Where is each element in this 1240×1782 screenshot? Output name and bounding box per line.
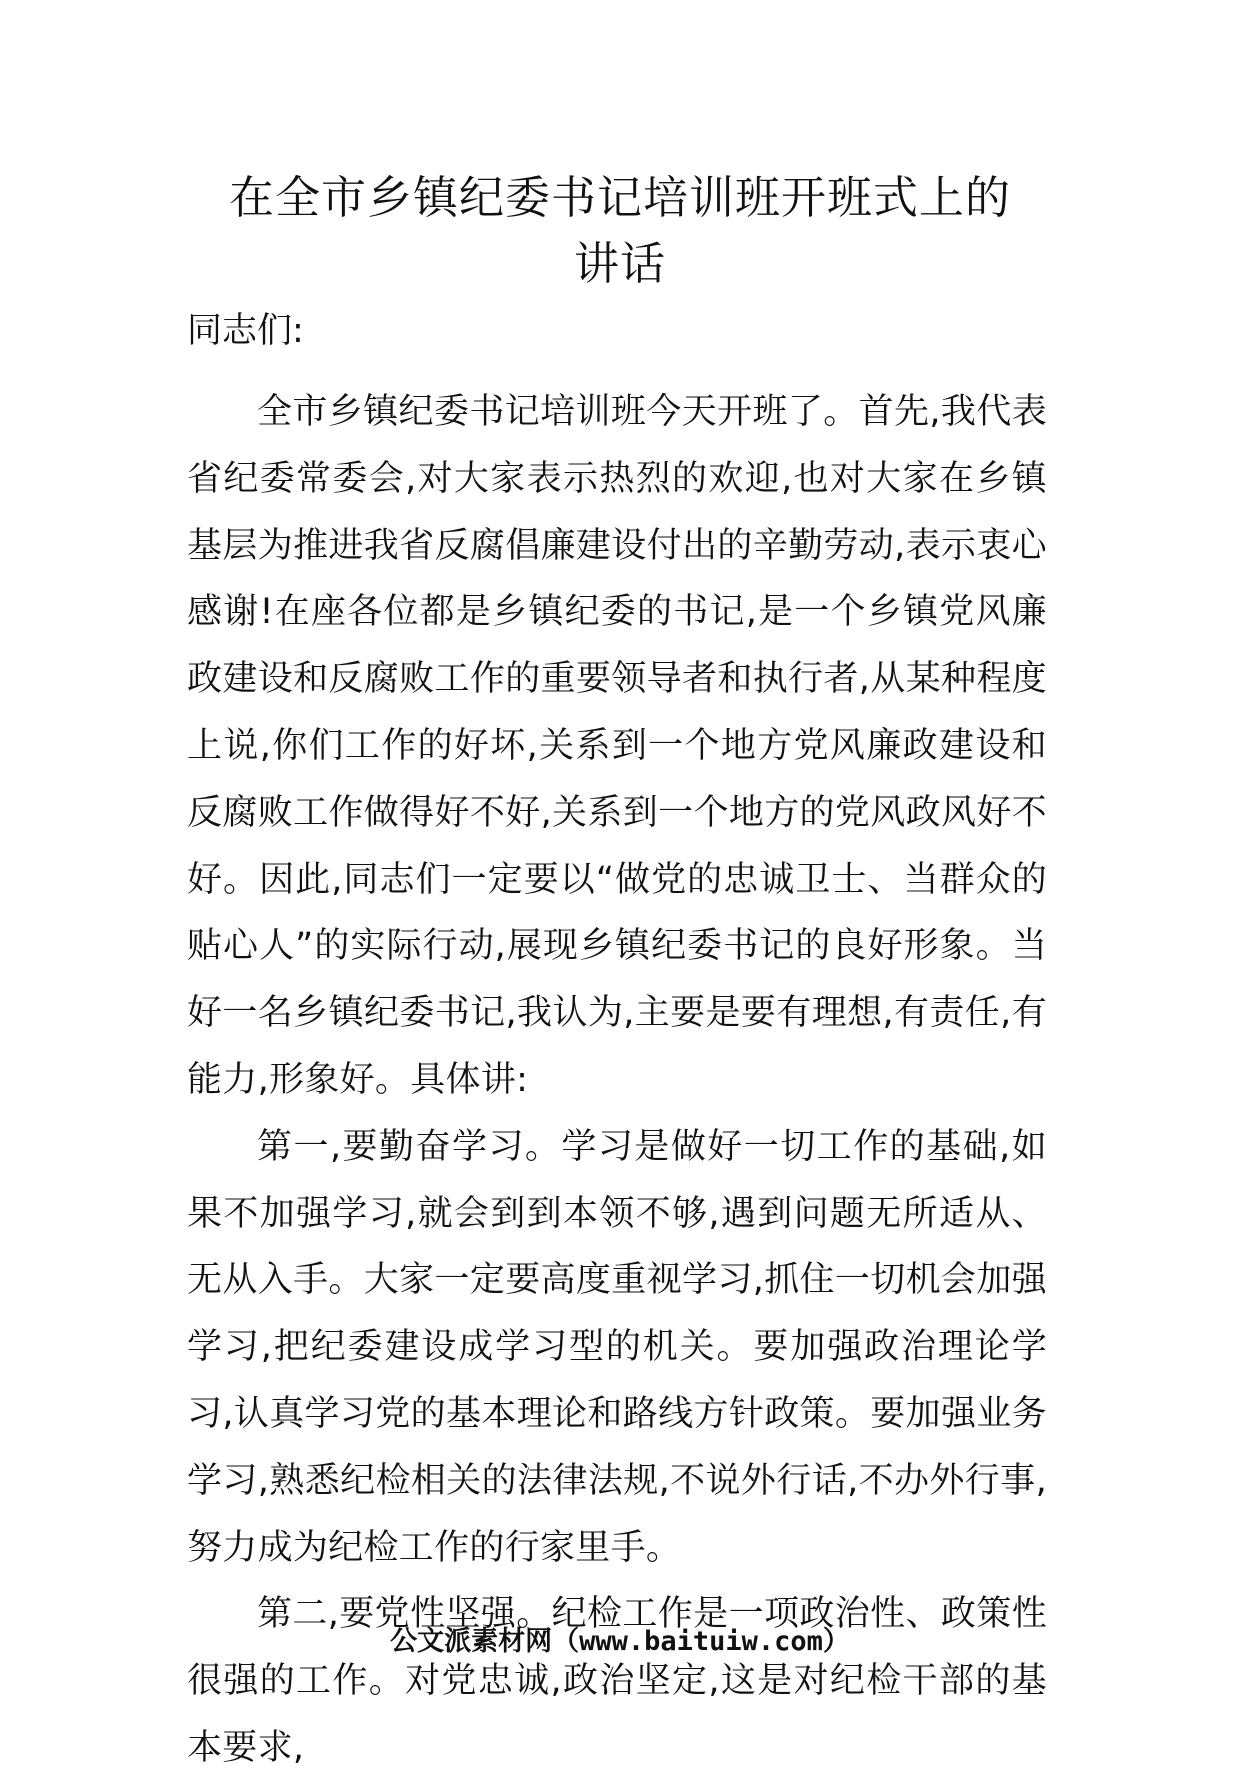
document-title-line-1: 在全市乡镇纪委书记培训班开班式上的 bbox=[228, 171, 1011, 224]
paragraph-opening: 全市乡镇纪委书记培训班今天开班了。首先,我代表省纪委常委会,对大家表示热烈的欢迎,也对大家在乡镇基层为推进我省反腐倡廉建设付出的辛勤劳动,表示衷心感谢!在座各位都是乡镇纪委的书记,是一个乡镇党风廉政建设和反腐败工作的重要领导者和执行者,从某种程度上说,你们工作的好坏,关系到一个地方党风廉政建设和反腐败工作做得好不好,关系到一个地方的党风政风好不好。因此,同志们一定要以“做党的忠诚卫士、当群众的贴心人”的实际行动,展现乡镇纪委书记的良好形象。当好一名乡镇纪委书记,我认为,主要是要有理想,有责任,有能力,形象好。具体讲: bbox=[187, 392, 1047, 1100]
footer-watermark-text: 公文派素材网（www.baituiw.com） bbox=[390, 1626, 850, 1657]
document-body bbox=[187, 304, 1047, 1782]
document-title-line-2: 讲话 bbox=[573, 237, 666, 290]
paragraph-second-point: 第二,要党性坚强。纪检工作是一项政治性、政策性很强的工作。对党忠诚,政治坚定,这是对纪检干部的基本要求, bbox=[187, 1594, 1047, 1768]
paragraph-first-point: 第一,要勤奋学习。学习是做好一切工作的基础,如果不加强学习,就会到到本领不够,遇到问题无所适从、无从入手。大家一定要高度重视学习,抓住一切机会加强学习,把纪委建设成学习型的机关。要加强政治理论学习,认真学习党的基本理论和路线方针政策。要加强业务学习,熟悉纪检相关的法律法规,不说外行话,不办外行事,努力成为纪检工作的行家里手。 bbox=[187, 1126, 1047, 1568]
salutation: 同志们: bbox=[187, 311, 304, 351]
